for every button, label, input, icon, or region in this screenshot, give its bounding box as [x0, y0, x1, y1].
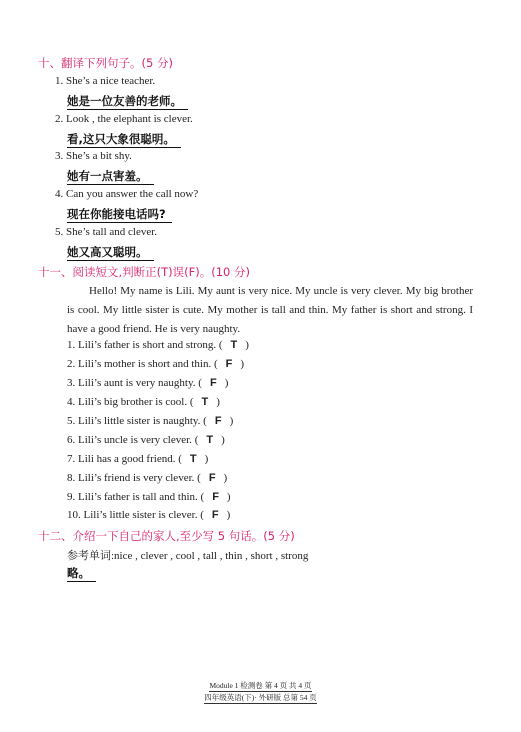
- tf-statement: 7. Lili has a good friend.: [67, 453, 176, 465]
- tf-answer: F: [211, 509, 219, 521]
- translate-question-5: 5. She’s tall and clever.: [55, 226, 158, 238]
- tf-statement: 9. Lili’s father is tall and thin.: [67, 491, 198, 503]
- tf-statement: 1. Lili’s father is short and strong.: [67, 339, 217, 351]
- tf-answer: F: [208, 472, 216, 484]
- tf-item-4: 4. Lili’s big brother is cool. ( T ): [67, 396, 220, 408]
- passage-text: Hello! My name is Lili. My aunt is very nice. My uncle is very clever. My big brother is cool. My little sister is cute. My mother is tall and thin. My father is short and strong. I have a good friend. He is very naughty.: [67, 285, 473, 335]
- tf-answer: T: [201, 396, 209, 408]
- translate-answer-2: 看,这只大象很聪明。: [67, 132, 181, 148]
- tf-item-10: 10. Lili’s little sister is clever. ( F ): [67, 509, 231, 521]
- tf-answer: T: [206, 434, 214, 446]
- translate-answer-1: 她是一位友善的老师。: [67, 94, 188, 110]
- tf-item-5: 5. Lili’s little sister is naughty. ( F ): [67, 415, 234, 427]
- section-12-title: 十二、介绍一下自己的家人,至少写 5 句话。(5 分): [38, 529, 295, 543]
- tf-item-1: 1. Lili’s father is short and strong. ( T ): [67, 339, 249, 351]
- translate-question-1: 1. She’s a nice teacher.: [55, 75, 156, 87]
- translate-answer-3: 她有一点害羞。: [67, 169, 154, 185]
- footer-grade-line: 四年级英语(下)· 外研版 总第 54 页: [204, 693, 317, 702]
- tf-item-2: 2. Lili’s mother is short and thin. ( F ): [67, 358, 245, 370]
- tf-statement: 5. Lili’s little sister is naughty.: [67, 415, 201, 427]
- tf-statement: 10. Lili’s little sister is clever.: [67, 509, 198, 521]
- tf-item-8: 8. Lili’s friend is very clever. ( F ): [67, 472, 228, 484]
- tf-item-7: 7. Lili has a good friend. ( T ): [67, 453, 209, 465]
- tf-statement: 8. Lili’s friend is very clever.: [67, 472, 195, 484]
- writing-answer: 略。: [67, 566, 96, 582]
- tf-item-3: 3. Lili’s aunt is very naughty. ( F ): [67, 377, 229, 389]
- translate-question-2: 2. Look , the elephant is clever.: [55, 113, 193, 125]
- reading-passage: [67, 282, 473, 339]
- translate-question-4: 4. Can you answer the call now?: [55, 188, 199, 200]
- tf-statement: 3. Lili’s aunt is very naughty.: [67, 377, 196, 389]
- tf-answer: T: [189, 453, 197, 465]
- translate-answer-5: 她又高又聪明。: [67, 245, 154, 261]
- tf-statement: 4. Lili’s big brother is cool.: [67, 396, 188, 408]
- translate-answer-4: 现在你能接电话吗?: [67, 207, 172, 223]
- footer-module-line: Module 1 检测卷 第 4 页 共 4 页: [209, 681, 312, 690]
- translate-question-3: 3. She’s a bit shy.: [55, 150, 132, 162]
- section-10-title: 十、翻译下列句子。(5 分): [38, 56, 173, 70]
- tf-item-9: 9. Lili’s father is tall and thin. ( F ): [67, 491, 231, 503]
- tf-statement: 6. Lili’s uncle is very clever.: [67, 434, 192, 446]
- reference-words: 参考单词:nice , clever , cool , tall , thin , short , strong: [67, 550, 309, 562]
- tf-answer: F: [212, 491, 219, 503]
- tf-answer: F: [225, 358, 233, 370]
- tf-answer: T: [230, 339, 238, 351]
- tf-answer: F: [209, 377, 217, 389]
- tf-item-6: 6. Lili’s uncle is very clever. ( T ): [67, 434, 225, 446]
- tf-answer: F: [214, 415, 222, 427]
- tf-statement: 2. Lili’s mother is short and thin.: [67, 358, 212, 370]
- section-11-title: 十一、阅读短文,判断正(T)误(F)。(10 分): [38, 265, 251, 279]
